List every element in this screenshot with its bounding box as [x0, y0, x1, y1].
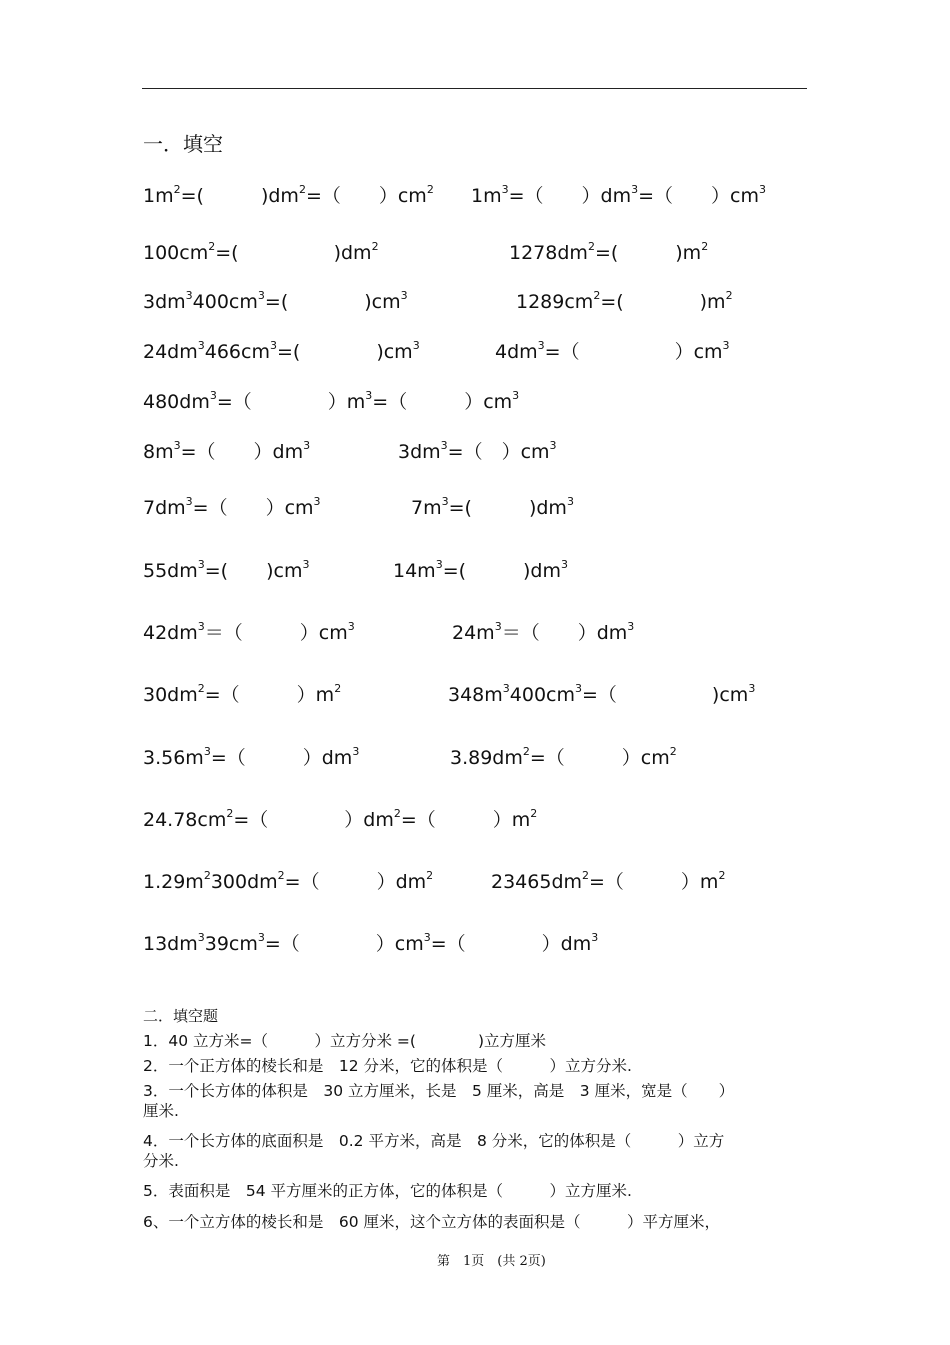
conversion-item: $100cm^2=$( )$dm^2$ [143, 240, 379, 264]
conversion-item: $7m^3=$( )$dm^3$ [411, 495, 574, 519]
section1-title: 一．填空 [143, 132, 223, 156]
conversion-item: $1278dm^2=$( )$m^2$ [509, 240, 709, 264]
conversion-item: $24m^3=$（ ）$dm^3$ [452, 620, 635, 644]
conversion-item: $24.78cm^2=$（ ）$dm^2=$（ ）$m^2$ [143, 807, 538, 831]
question-item: 1．40 立方米=（ ）立方分米 =( )立方厘米 [143, 1032, 547, 1050]
conversion-item: $1m^3=$（ ）$dm^3=$（ ）$cm^3$ [471, 183, 766, 207]
conversion-item: $42dm^3=$（ ）$cm^3$ [143, 620, 355, 644]
question-item: 6、一个立方体的棱长和是 60 厘米，这个立方体的表面积是（ ）平方厘米， [143, 1213, 721, 1231]
conversion-item: $55dm^3=$( )$cm^3$ [143, 558, 310, 582]
conversion-item: $4dm^3=$（ ）$cm^3$ [495, 339, 730, 363]
conversion-item: $7dm^3=$（ ）$cm^3$ [143, 495, 321, 519]
conversion-item: $3dm^3400cm^3=$( )$cm^3$ [143, 289, 408, 313]
conversion-item: $1289cm^2=$( )$m^2$ [516, 289, 733, 313]
conversion-item: $13dm^339cm^3=$（ ）$cm^3=$（ ）$dm^3$ [143, 931, 599, 955]
conversion-item: $480dm^3=$（ ）$m^3=$（ ）$cm^3$ [143, 389, 520, 413]
conversion-item: $3.56m^3=$（ ）$dm^3$ [143, 745, 360, 769]
conversion-item: $14m^3=$( )$dm^3$ [393, 558, 569, 582]
conversion-item: $1m^2=$( )$dm^2=$（ ）$cm^2$ [143, 183, 434, 207]
question-item: 2．一个正方体的棱长和是 12 分米，它的体积是（ ）立方分米. [143, 1057, 632, 1075]
question-item: 4．一个长方体的底面积是 0.2 平方米，高是 8 分米，它的体积是（ ）立方 分米. [143, 1132, 725, 1171]
conversion-item: $3.89dm^2=$（ ）$cm^2$ [450, 745, 677, 769]
conversion-item: $23465dm^2=$（ ）$m^2$ [491, 869, 726, 893]
conversion-item: $24dm^3466cm^3=$( )$cm^3$ [143, 339, 420, 363]
conversion-item: $348m^3400cm^3=$（ )$cm^3$ [448, 682, 756, 706]
conversion-item: $8m^3=$（ ）$dm^3$ [143, 439, 311, 463]
section2-title: 二．填空题 [143, 1007, 219, 1025]
page-footer: 第 1页 (共 2页) [437, 1254, 546, 1269]
header-rule [142, 88, 807, 89]
question-item: 3．一个长方体的体积是 30 立方厘米，长是 5 厘米，高是 3 厘米，宽是（ ） 厘米. [143, 1082, 735, 1121]
conversion-item: $3dm^3=$（ ）$cm^3$ [398, 439, 557, 463]
conversion-item: $30dm^2=$（ ）$m^2$ [143, 682, 342, 706]
question-item: 5．表面积是 54 平方厘米的正方体，它的体积是（ ）立方厘米. [143, 1182, 632, 1200]
conversion-item: $1.29m^2300dm^2=$（ ）$dm^2$ [143, 869, 434, 893]
